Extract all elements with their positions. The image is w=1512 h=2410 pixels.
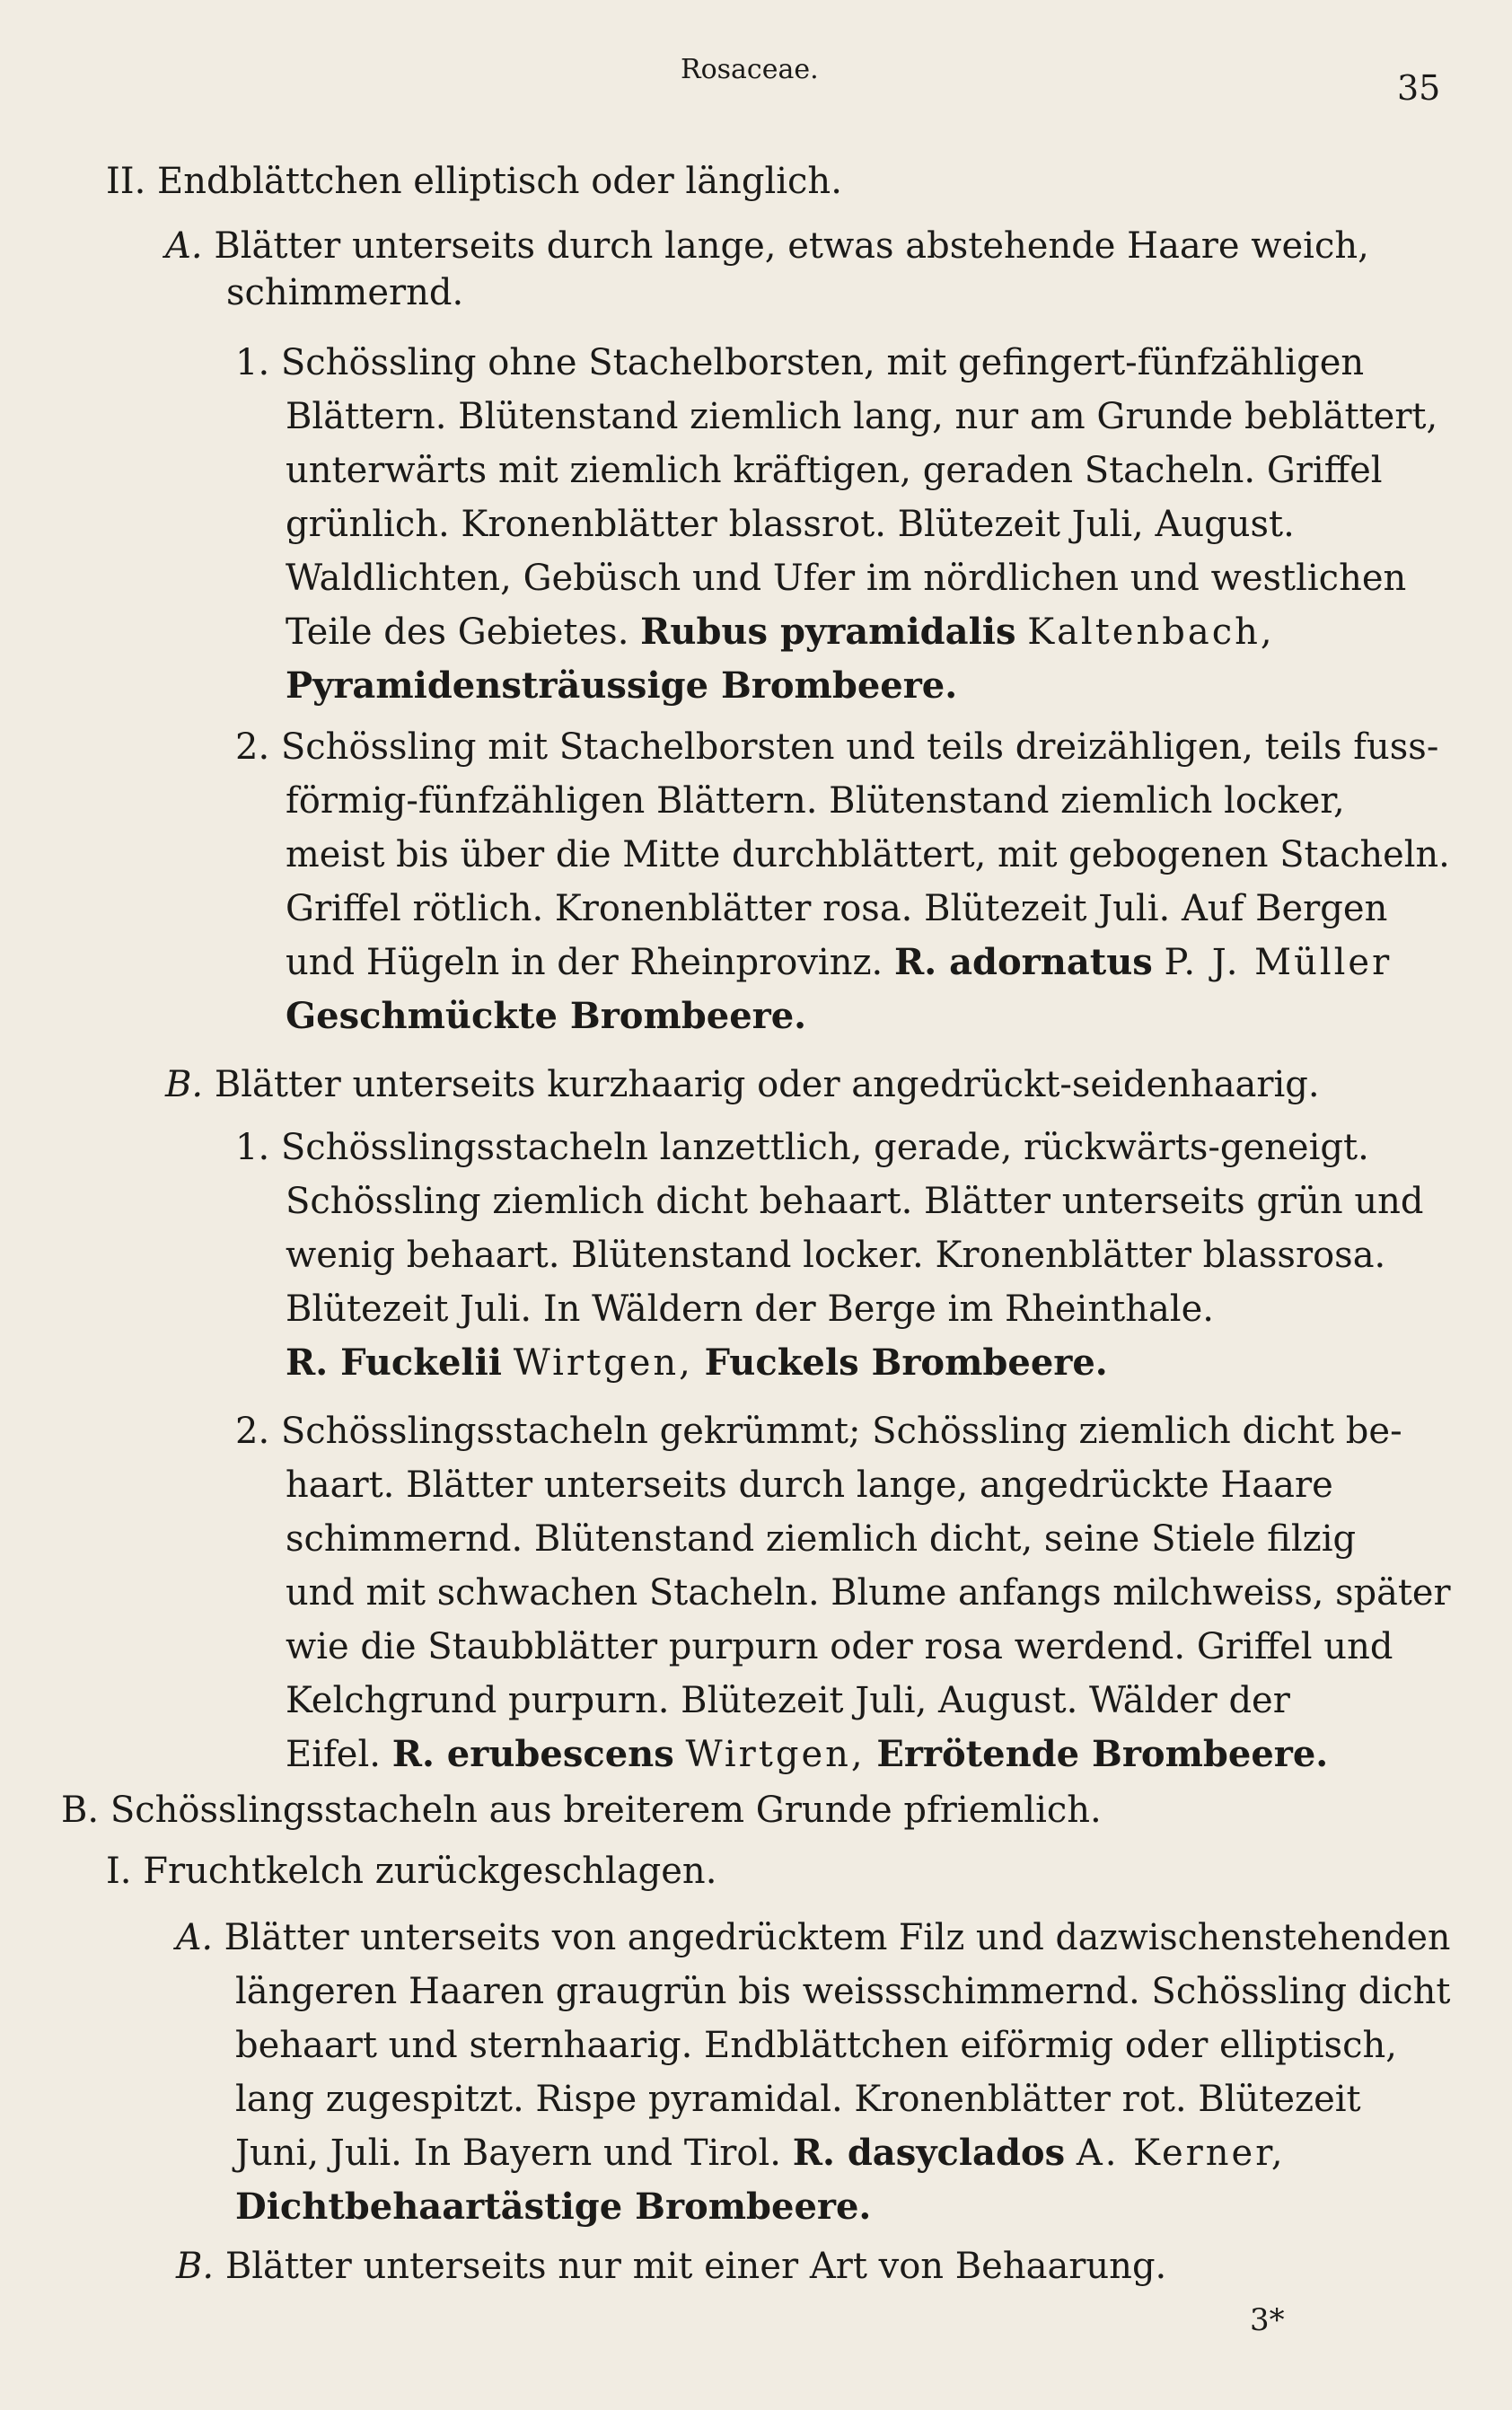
text-segment: Blätter unterseits von angedrücktem Filz und dazwischenstehenden (213, 1917, 1451, 1958)
text-segment: Schössling ziemlich dicht behaart. Blätter unterseits grün und (286, 1181, 1424, 1222)
text-line (235, 2078, 1361, 2121)
text-segment: lang zugespitzt. Rispe pyramidal. Kronenblätter rot. Blütezeit (235, 2079, 1361, 2120)
text-segment: behaart und sternhaarig. Endblättchen eiförmig oder elliptisch, (235, 2025, 1397, 2066)
text-segment: Blätter unterseits kurzhaarig oder angedrückt-seidenhaarig. (203, 1064, 1320, 1105)
text-segment: förmig-fünfzähligen Blättern. Blütenstand ziemlich locker, (286, 780, 1345, 822)
text-line (235, 1970, 1450, 2013)
text-segment: Wirtgen, (513, 1342, 693, 1384)
text-line (286, 1625, 1393, 1668)
text-segment: A. Kerner, (1076, 2133, 1286, 2174)
text-segment: Teile des Gebietes. (286, 611, 641, 653)
text-segment: Blätter unterseits nur mit einer Art von Behaarung. (214, 2246, 1167, 2287)
text-line (176, 1916, 1450, 1959)
text-segment: B. (176, 2246, 215, 2287)
text-line (235, 1410, 1402, 1453)
text-segment (1153, 942, 1165, 983)
text-segment: wie die Staubblätter purpurn oder rosa werdend. Griffel und (286, 1626, 1393, 1667)
text-line (286, 1679, 1290, 1722)
text-line (286, 664, 957, 708)
text-segment: und Hügeln in der Rheinprovinz. (286, 942, 894, 983)
text-segment: 1. Schössling ohne Stachelborsten, mit gefingert-fünfzähligen (235, 342, 1365, 383)
text-segment: Dichtbehaartästige Brombeere. (235, 2186, 872, 2228)
text-line (235, 2132, 1286, 2175)
text-segment: Eifel. (286, 1734, 392, 1775)
text-line (235, 726, 1438, 769)
text-line (106, 1850, 716, 1893)
text-segment (1065, 2133, 1077, 2174)
text-line (286, 611, 1275, 654)
page-number: 35 (1397, 68, 1441, 108)
text-line (165, 1063, 1320, 1106)
text-line (286, 1464, 1333, 1507)
text-segment: Blättern. Blütenstand ziemlich lang, nur am Grunde beblättert, (286, 396, 1438, 437)
text-segment: A. (165, 225, 203, 267)
running-header: Rosaceae. (681, 54, 819, 85)
text-segment: R. Fuckelii (286, 1341, 502, 1384)
text-line (286, 833, 1450, 876)
text-segment: Blätter unterseits durch lange, etwas abstehende Haare weich, (202, 225, 1369, 267)
text-segment: Wirtgen, (685, 1734, 866, 1775)
text-segment: Griffel rötlich. Kronenblätter rosa. Blütezeit Juli. Auf Bergen (286, 888, 1388, 929)
text-line (235, 2024, 1397, 2067)
text-segment: Blütezeit Juli. In Wäldern der Berge im Rheinthale. (286, 1289, 1214, 1330)
text-line (176, 2245, 1166, 2288)
text-segment: Pyramidensträussige Brombeere. (286, 664, 958, 707)
text-segment: 1. Schösslingsstacheln lanzettlich, gerade, rückwärts-geneigt. (235, 1127, 1369, 1168)
text-segment: meist bis über die Mitte durchblättert, mit gebogenen Stacheln. (286, 834, 1450, 875)
text-segment: 2. Schösslingsstacheln gekrümmt; Schössling ziemlich dicht be- (235, 1411, 1402, 1452)
text-line (286, 1180, 1424, 1223)
text-line (226, 271, 463, 314)
text-segment: Kelchgrund purpurn. Blütezeit Juli, August. Wälder der (286, 1680, 1290, 1721)
text-line (286, 779, 1345, 822)
text-line (286, 1571, 1451, 1614)
text-segment: wenig behaart. Blütenstand locker. Kronenblätter blassrosa. (286, 1235, 1386, 1276)
text-segment: Fuckels Brombeere. (704, 1341, 1108, 1384)
text-segment: Rubus pyramidalis (640, 611, 1016, 653)
text-segment: P. J. Müller (1164, 942, 1393, 983)
text-line (286, 1341, 1108, 1385)
text-line (106, 160, 842, 203)
text-segment: I. Fruchtkelch zurückgeschlagen. (106, 1851, 717, 1892)
text-line (235, 2186, 871, 2229)
text-line (235, 341, 1364, 384)
text-segment (502, 1342, 514, 1384)
text-segment: R. dasyclados (792, 2132, 1066, 2174)
text-line (286, 887, 1387, 930)
text-segment: Juni, Juli. In Bayern und Tirol. (235, 2133, 793, 2174)
text-line (61, 1789, 1102, 1832)
text-line (286, 941, 1392, 984)
text-line (286, 503, 1295, 546)
text-line (235, 1126, 1369, 1169)
text-segment: Kaltenbach, (1027, 611, 1275, 653)
text-segment: Waldlichten, Gebüsch und Ufer im nördlichen und westlichen (286, 558, 1407, 599)
signature-mark: 3* (1250, 2302, 1285, 2338)
text-segment: grünlich. Kronenblätter blassrot. Blütezeit Juli, August. (286, 504, 1295, 545)
text-segment: schimmernd. Blütenstand ziemlich dicht, seine Stiele filzig (286, 1518, 1357, 1560)
text-line (286, 395, 1437, 438)
text-segment: längeren Haaren graugrün bis weissschimmernd. Schössling dicht (235, 1971, 1451, 2012)
text-segment: Errötende Brombeere. (876, 1733, 1329, 1775)
text-segment: 2. Schössling mit Stachelborsten und teils dreizähligen, teils fuss- (235, 726, 1439, 768)
text-segment: unterwärts mit ziemlich kräftigen, geraden Stacheln. Griffel (286, 450, 1383, 491)
text-segment (674, 1734, 686, 1775)
text-segment: schimmernd. (226, 272, 464, 313)
text-segment: haart. Blätter unterseits durch lange, angedrückte Haare (286, 1464, 1333, 1506)
text-line (286, 449, 1383, 492)
text-segment (866, 1734, 877, 1775)
text-line (286, 1234, 1385, 1277)
text-line (286, 557, 1406, 600)
text-line (286, 1288, 1214, 1331)
text-segment: Geschmückte Brombeere. (286, 995, 807, 1037)
text-line (286, 1517, 1356, 1561)
text-segment: R. erubescens (391, 1733, 674, 1775)
text-segment (693, 1342, 705, 1384)
text-segment: und mit schwachen Stacheln. Blume anfangs milchweiss, später (286, 1572, 1451, 1614)
text-segment: R. adornatus (894, 941, 1153, 983)
text-line (286, 1733, 1328, 1776)
text-segment: B. (165, 1064, 204, 1105)
text-line (286, 995, 806, 1038)
text-segment: II. Endblättchen elliptisch oder länglich. (106, 161, 842, 202)
text-line (165, 224, 1369, 268)
text-segment: B. Schösslingsstacheln aus breiterem Grunde pfriemlich. (61, 1790, 1102, 1831)
text-segment (1015, 611, 1027, 653)
text-segment: A. (176, 1917, 214, 1958)
